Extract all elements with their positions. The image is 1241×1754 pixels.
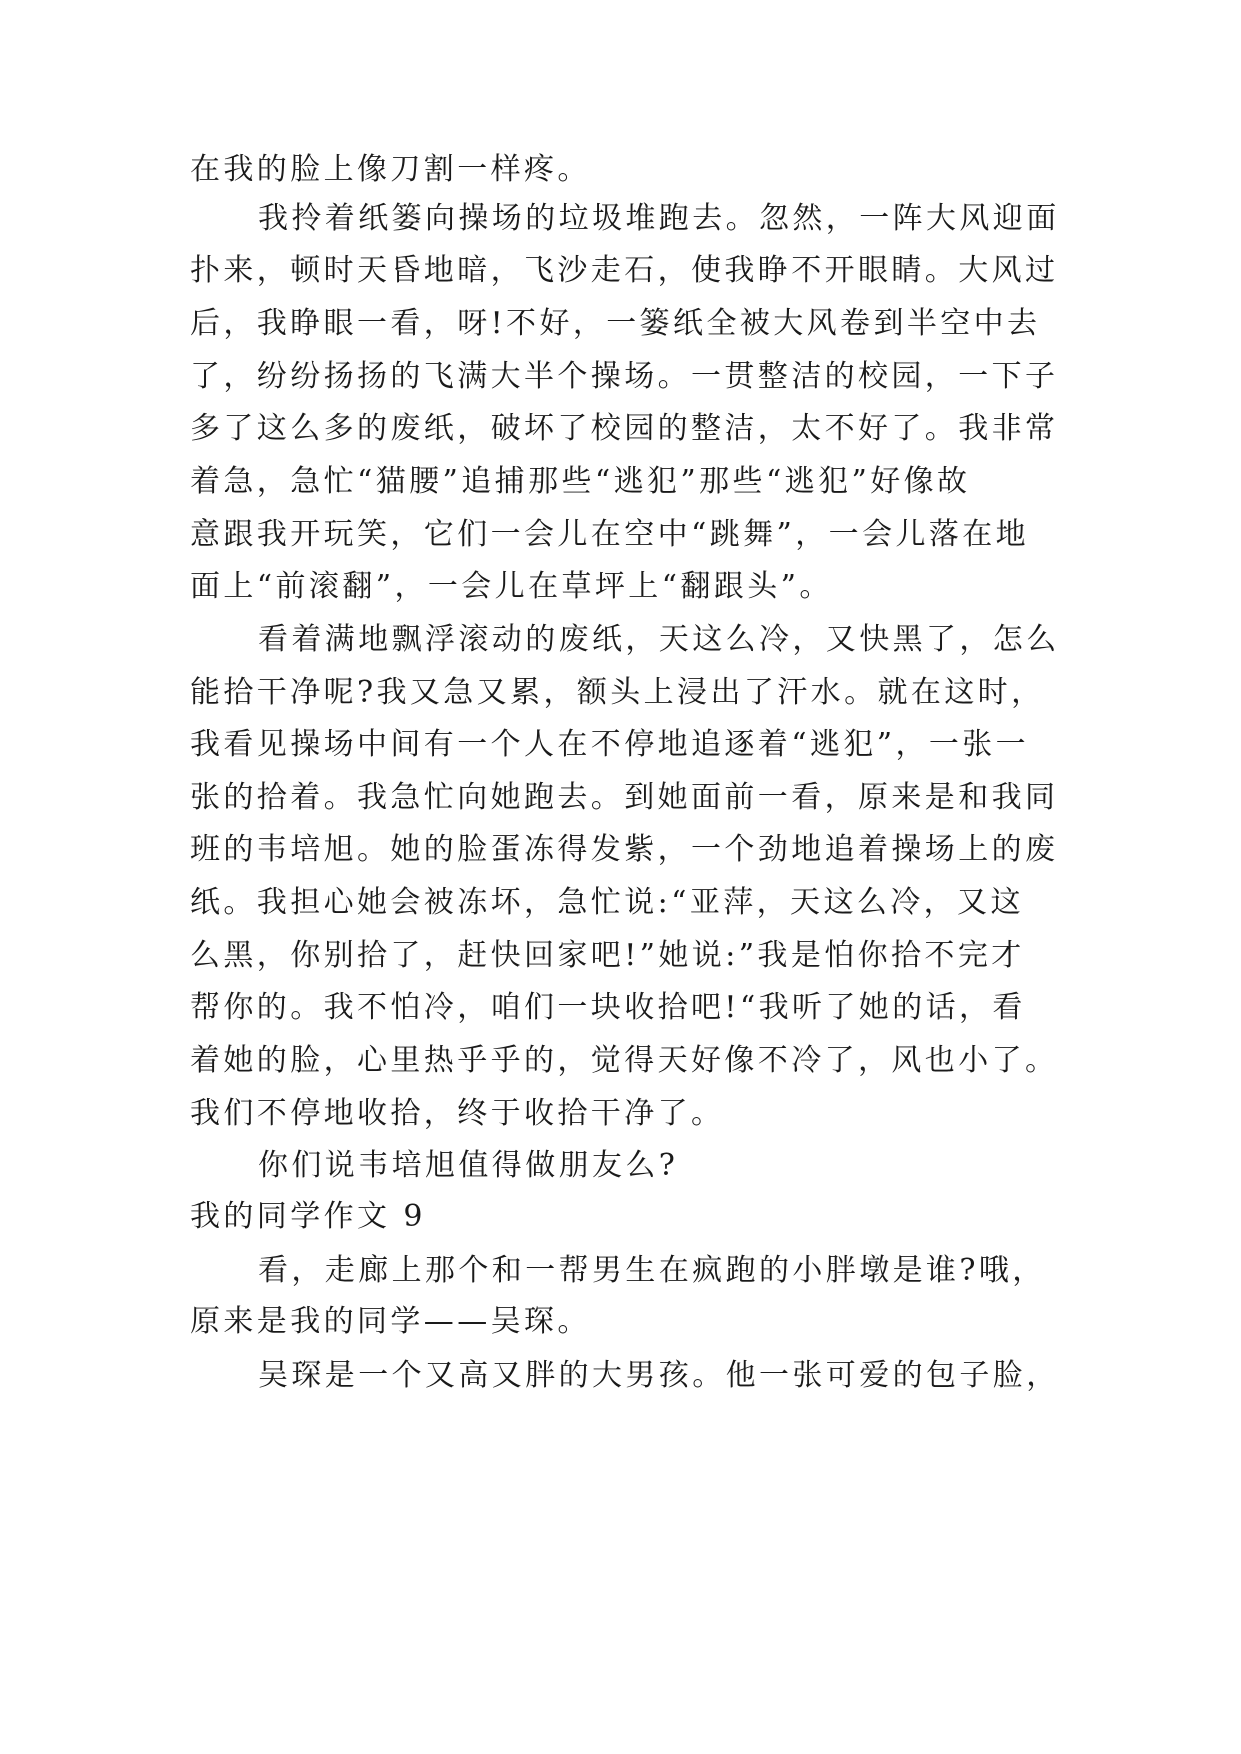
text-line: 后，我睁眼一看，呀!不好，一篓纸全被大风卷到半空中去 — [190, 306, 1041, 341]
text-line: 么黑，你别拾了，赶快回家吧!”她说:”我是怕你拾不完才 — [190, 938, 1025, 973]
text-line: 了，纷纷扬扬的飞满大半个操场。一贯整洁的校园，一下子 — [190, 359, 1059, 394]
text-line: 意跟我开玩笑，它们一会儿在空中“跳舞”，一会儿落在地 — [190, 517, 1030, 552]
paragraph-start: 我拎着纸篓向操场的垃圾堆跑去。忽然，一阵大风迎面 — [258, 201, 1060, 236]
text-line: 多了这么多的废纸，破坏了校园的整洁，太不好了。我非常 — [190, 411, 1059, 446]
section-heading: 我的同学作文 9 — [190, 1199, 426, 1234]
text-line: 班的韦培旭。她的脸蛋冻得发紫，一个劲地追着操场上的废 — [190, 832, 1059, 867]
text-line: 面上“前滚翻”，一会儿在草坪上“翻跟头”。 — [190, 569, 833, 604]
paragraph-start: 看着满地飘浮滚动的废纸，天这么冷，又快黑了，怎么 — [258, 622, 1060, 657]
paragraph-start: 你们说韦培旭值得做朋友么? — [258, 1148, 679, 1183]
text-line: 着急，急忙“猫腰”追捕那些“逃犯”那些“逃犯”好像故 — [190, 464, 971, 499]
text-line: 原来是我的同学——吴琛。 — [190, 1304, 591, 1339]
text-line: 能拾干净呢?我又急又累，额头上浸出了汗水。就在这时， — [190, 675, 1045, 710]
paragraph-start: 吴琛是一个又高又胖的大男孩。他一张可爱的包子脸， — [258, 1358, 1060, 1393]
text-line: 帮你的。我不怕冷，咱们一块收拾吧!“我听了她的话，看 — [190, 990, 1026, 1025]
text-line: 张的拾着。我急忙向她跑去。到她面前一看，原来是和我同 — [190, 780, 1059, 815]
paragraph-start: 看，走廊上那个和一帮男生在疯跑的小胖墩是谁?哦， — [258, 1253, 1046, 1288]
text-line: 在我的脸上像刀割一样疼。 — [190, 152, 591, 187]
text-line: 扑来，顿时天昏地暗，飞沙走石，使我睁不开眼睛。大风过 — [190, 253, 1059, 288]
text-line: 纸。我担心她会被冻坏，急忙说:“亚萍，天这么冷，又这 — [190, 885, 1024, 920]
text-line: 我看见操场中间有一个人在不停地追逐着“逃犯”，一张一 — [190, 727, 1030, 762]
text-line: 着她的脸，心里热乎乎的，觉得天好像不冷了，风也小了。 — [190, 1043, 1059, 1078]
text-line: 我们不停地收拾，终于收拾干净了。 — [190, 1096, 725, 1131]
